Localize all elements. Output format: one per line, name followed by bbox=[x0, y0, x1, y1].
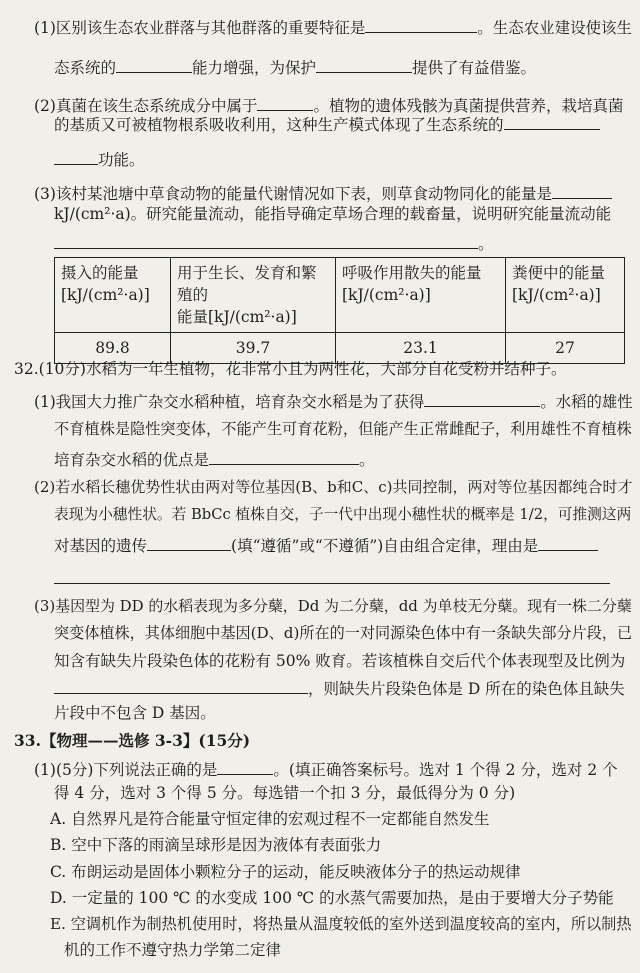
table-cell: 89.8 bbox=[55, 333, 171, 364]
q32-part3-line5: 片段中不包含 D 基因。 bbox=[54, 704, 216, 722]
q31-part2-text: 的基质又可被植物根系吸收利用，这种生产模式体现了生态系统的 bbox=[54, 116, 504, 134]
q31-part3-text-end: 。 bbox=[478, 235, 494, 253]
answer-blank[interactable] bbox=[209, 448, 359, 465]
q33-intro-line2: 得 4 分，选对 3 个得 5 分。每选错一个扣 3 分，最低得分为 0 分) bbox=[54, 784, 516, 802]
answer-blank[interactable] bbox=[365, 16, 477, 33]
answer-blank[interactable] bbox=[538, 534, 598, 551]
q32-part3-line2: 突变体植株，其体细胞中基因(D、d)所在的一对同源染色体中有一条缺失部分片段，已 bbox=[54, 624, 633, 642]
q32-part1-text-cont: 。水稻的雄性 bbox=[540, 393, 633, 411]
q32-stem: 32.(10分)水稻为一年生植物，花非常小且为两性花，大部分自花受粉并结种子。 bbox=[14, 360, 567, 378]
table-cell: 39.7 bbox=[171, 333, 336, 364]
table-cell: 23.1 bbox=[336, 333, 506, 364]
q31-part3-line3 bbox=[54, 232, 494, 254]
q31-part3-text: kJ/(cm²·a)。研究能量流动，能指导确定草场合理的载畜量，说明研究能量流动能 bbox=[54, 205, 612, 223]
q32-part3-line4 bbox=[54, 677, 625, 699]
answer-blank[interactable] bbox=[54, 232, 478, 249]
q33-option-b: B. 空中下落的雨滴呈球形是因为液体有表面张力 bbox=[50, 836, 382, 854]
q32-part1-line2: 不育植株是隐性突变体，不能产生可育花粉，但能产生正常雌配子，利用雄性不育植株 bbox=[54, 420, 632, 438]
q31-part2-line2 bbox=[54, 113, 600, 135]
q32-part2-line3 bbox=[54, 534, 598, 556]
q32-part1-text: 培育杂交水稻的优点是 bbox=[54, 451, 210, 469]
q33-option-e-line2: 机的工作不遵守热力学第二定律 bbox=[64, 941, 282, 959]
q32-part1-text-end: 。 bbox=[359, 451, 375, 469]
q32-part1-text: (1)我国大力推广杂交水稻种植，培育杂交水稻是为了获得 bbox=[34, 393, 425, 411]
table-header-cell: 呼吸作用散失的能量 [kJ/(cm²·a)] bbox=[336, 258, 506, 333]
q32-part1-line3 bbox=[54, 448, 375, 470]
answer-blank[interactable] bbox=[54, 677, 308, 694]
q32-part1-line1 bbox=[34, 390, 633, 412]
table-header-cell: 摄入的能量 [kJ/(cm²·a)] bbox=[55, 258, 171, 333]
q32-part2-line4 bbox=[54, 567, 610, 589]
table-cell: 27 bbox=[506, 333, 625, 364]
q33-option-d: D. 一定量的 100 ℃ 的水变成 100 ℃ 的水蒸气需要加热，是由于要增大分子势能 bbox=[50, 889, 614, 907]
table-header-cell: 用于生长、发育和繁殖的 能量[kJ/(cm²·a)] bbox=[171, 258, 336, 333]
q31-part1-text: 态系统的 bbox=[54, 59, 117, 77]
answer-blank[interactable] bbox=[54, 567, 610, 584]
q31-part2-line3 bbox=[54, 148, 145, 170]
q31-part1-line2 bbox=[54, 56, 536, 78]
q31-part1-text-end: 提供了有益借鉴。 bbox=[412, 59, 537, 77]
q33-intro-line1 bbox=[34, 758, 618, 780]
table-header-cell: 粪便中的能量 [kJ/(cm²·a)] bbox=[506, 258, 625, 333]
q31-part1-text: (1)区别该生态农业群落与其他群落的重要特征是 bbox=[34, 19, 366, 37]
answer-blank[interactable] bbox=[504, 113, 600, 130]
table-header-row bbox=[55, 258, 625, 333]
q33-stem: 33.【物理——选修 3-3】(15分) bbox=[14, 731, 251, 750]
q33-intro-text-cont: 。(填正确答案标号。选对 1 个得 2 分，选对 2 个 bbox=[273, 761, 618, 779]
q31-part2-text-end: 功能。 bbox=[98, 151, 145, 169]
q33-intro-text: (1)(5分)下列说法正确的是 bbox=[34, 761, 218, 779]
answer-blank[interactable] bbox=[257, 94, 313, 111]
q32-part3-text: ，则缺失片段染色体是 D 所在的染色体且缺失 bbox=[308, 680, 625, 698]
energy-table bbox=[54, 257, 625, 364]
answer-blank[interactable] bbox=[424, 390, 540, 407]
q31-part3-text: (3)该村某池塘中草食动物的能量代谢情况如下表，则草食动物同化的能量是 bbox=[34, 185, 552, 203]
q33-option-e-line1: E. 空调机作为制热机使用时，将热量从温度较低的室外送到温度较高的室内，所以制热 bbox=[50, 915, 632, 933]
q32-part2-line1: (2)若水稻长穗优势性状由两对等位基因(B、b和C、c)共同控制，两对等位基因都纯合时才 bbox=[34, 478, 633, 496]
q31-part3-line2 bbox=[54, 204, 611, 224]
q31-part2-text: (2)真菌在该生态系统成分中属于 bbox=[34, 97, 258, 115]
answer-blank[interactable] bbox=[217, 758, 273, 775]
q32-part2-text: 对基因的遗传 bbox=[54, 537, 148, 555]
q31-part1-text-cont: 能力增强，为保护 bbox=[192, 59, 317, 77]
q31-part2-text-cont: 。植物的遗体残骸为真菌提供营养，栽培真菌 bbox=[313, 97, 624, 115]
q33-option-a: A. 自然界凡是符合能量守恒定律的宏观过程不一定都能自然发生 bbox=[50, 810, 490, 828]
q31-part1-line1 bbox=[34, 16, 632, 38]
q31-part1-text-cont: 。生态农业建设使该生 bbox=[477, 19, 632, 37]
q33-option-c: C. 布朗运动是固体小颗粒分子的运动，能反映液体分子的热运动规律 bbox=[50, 863, 521, 881]
q32-part2-line2: 表现为小穗性状。若 BbCc 植株自交，子一代中出现小穗性状的概率是 1/2，可推测这两 bbox=[54, 506, 632, 523]
answer-blank[interactable] bbox=[552, 182, 612, 199]
answer-blank[interactable] bbox=[147, 534, 231, 551]
q32-part3-line3: 知含有缺失片段染色体的花粉有 50% 败育。若该植株自交后代个体表现型及比例为 bbox=[54, 652, 626, 670]
answer-blank[interactable] bbox=[116, 56, 192, 73]
q31-part3-line1 bbox=[34, 182, 612, 204]
q32-part2-text-cont: (填“遵循”或“不遵循”)自由组合定律，理由是 bbox=[231, 537, 539, 555]
answer-blank[interactable] bbox=[316, 56, 412, 73]
answer-blank[interactable] bbox=[54, 148, 98, 165]
q32-part3-line1: (3)基因型为 DD 的水稻表现为多分蘖，Dd 为二分蘖，dd 为单枝无分蘖。现有一株二分蘖 bbox=[34, 597, 632, 615]
